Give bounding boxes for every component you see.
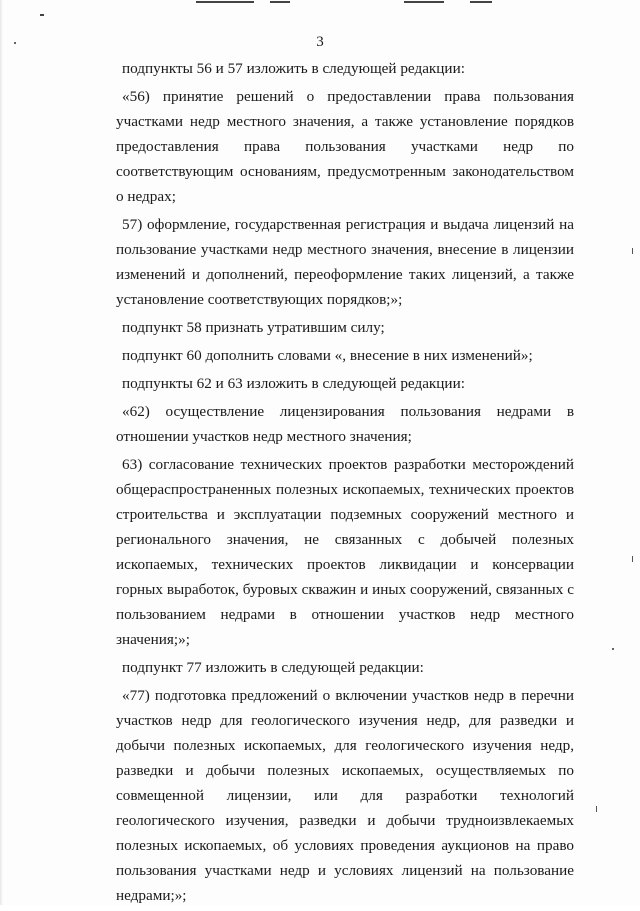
page-number: 3 xyxy=(316,34,324,50)
paragraph: подпункты 56 и 57 изложить в следующей редакции: xyxy=(122,60,465,77)
scan-edge-shadow xyxy=(0,0,3,905)
paragraph: подпункт 77 изложить в следующей редакции: xyxy=(122,659,424,676)
paragraph: подпункт 60 дополнить словами «, внесение в них изменений»; xyxy=(122,347,533,364)
paragraph: подпункт 58 признать утратившим силу; xyxy=(122,319,385,336)
scan-dot xyxy=(612,648,614,650)
paragraph: 57) оформление, государственная регистрация и выдача лицензий на пользование участками недр местного значения, внесение в лицензии изменений и дополнений, переоформление таких лицензий, а также установление соответствующих порядков;»; xyxy=(116,216,574,308)
paragraph: «62) осуществление лицензирования пользования недрами в отношении участков недр местного значения; xyxy=(116,403,574,445)
document-body xyxy=(116,56,574,911)
scan-top-marks xyxy=(0,0,640,8)
paragraph: «56) принятие решений о предоставлении права пользования участками недр местного значения, а также установление порядков предоставления права пользования участками недр по соответствующим основаниям, предусмотренным законодательством о недрах; xyxy=(116,88,574,205)
scan-mark xyxy=(632,248,633,254)
paragraph: подпункты 62 и 63 изложить в следующей редакции: xyxy=(122,375,465,392)
paragraph: 63) согласование технических проектов разработки месторождений общераспространенных полезных ископаемых, технических проектов строительства и эксплуатации подземных сооружений местного и регионального значения, не связанных с добычей полезных ископаемых, технических проектов ликвидации и консервации горных выработок, буровых скважин и иных сооружений, связанных с пользованием недрами в отношении участков недр местного значения;»; xyxy=(116,456,574,648)
paragraph: «77) подготовка предложений о включении участков недр в перечни участков недр для геологического изучения недр, для разведки и добычи полезных ископаемых, для геологического изучения недр, разведки и добычи полезных ископаемых, осуществляемых по совмещенной лицензии, или для разработки технологий геологического изучения, разведки и добычи трудноизвлекаемых полезных ископаемых, об условиях проведения аукционов на право пользования участками недр и условиях лицензий на пользование недрами;»; xyxy=(116,687,574,904)
scan-mark xyxy=(632,556,633,562)
scan-mark xyxy=(596,806,597,812)
